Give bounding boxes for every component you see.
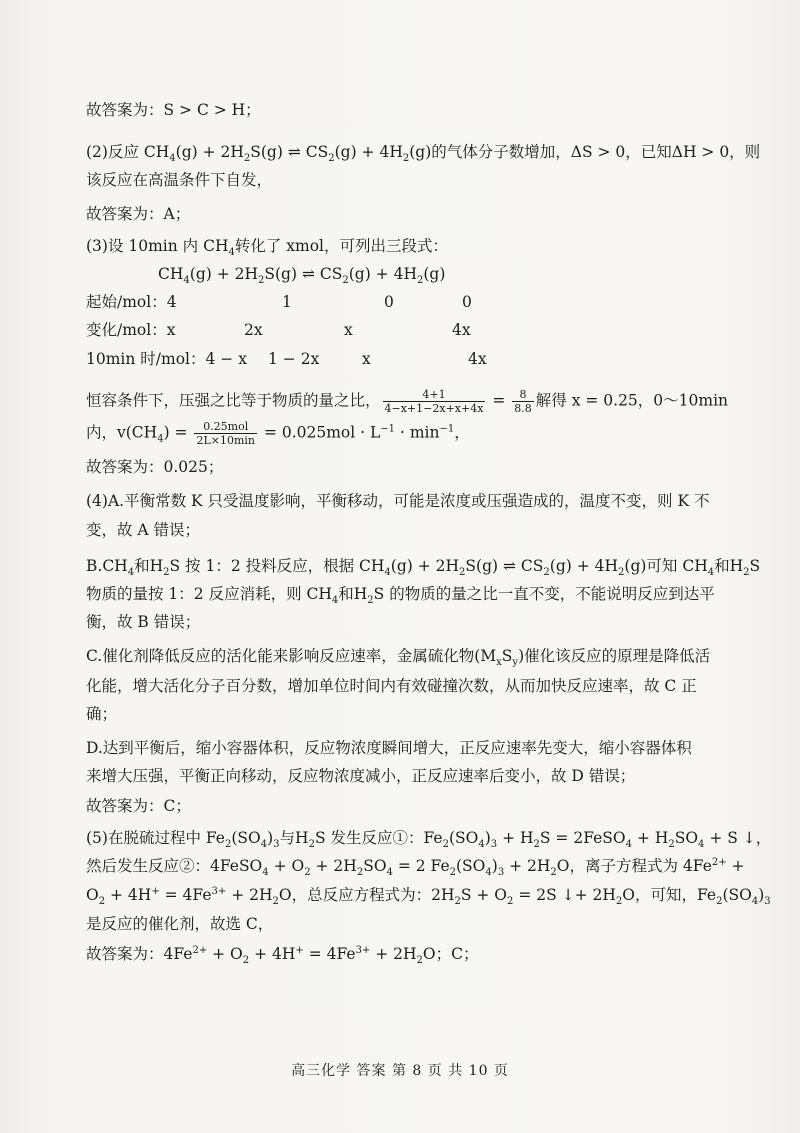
- answer-line: 确；: [86, 705, 118, 723]
- answer-line: 然后发生反应②：4FeSO$_4$ + $O_2 + 2H_2SO_4 = 2$ $Fe_2(SO_4)_3 + 2H_2O$，离子方程式为 $4Fe^{2+}$ +: [86, 856, 745, 879]
- answer-line: 故答案为：0.025；: [86, 458, 224, 476]
- answer-line: 故答案为：S > C > H；: [86, 101, 261, 119]
- answer-line: 故答案为：$4Fe^{2+} + O_2 + 4H^+ = 4Fe^{3+} + 2H_2O$；C；: [86, 944, 479, 967]
- answer-line: C.催化剂降低反应的活化能来影响反应速率，金属硫化物$(M_xS_y)$催化该反应的原理是降低活: [86, 647, 711, 669]
- answer-line: $B.CH_4$和$H_2S$ 按 1：2 投料反应，根据 $CH_4(g) + 2H_2S(g)$ ⇌ $CS_2(g) + 4H_2(g)$可知 $CH_4$和$H_2S$: [86, 557, 761, 579]
- answer-line: 故答案为：C；: [86, 797, 191, 815]
- answer-line: 故答案为：A；: [86, 205, 191, 223]
- answer-line: 内，$v(CH_4)$ = $\frac{\text{0.25mol}}{2L\times 10\min}$ = $0.025mol \cdot L^{-1} \cdot \min^{-1}$，: [86, 420, 470, 447]
- answer-line: (2)反应 $CH_4(g) + 2H_2S(g)$ ⇌ $CS_2(g) + 4H_2(g)$的气体分子数增加，ΔS > 0，已知ΔH > 0，则: [86, 143, 761, 165]
- answer-line: (4)A.平衡常数 K 只受温度影响，平衡移动，可能是浓度或压强造成的，温度不变，则 K 不: [86, 492, 710, 510]
- answer-line: (5)在脱硫过程中 $Fe_2(SO_4)_3$与$H_2S$ 发生反应①：$Fe_2(SO_4)_3 + H_2S$ = 2FeSO$_4$ + $H_2SO_4 + S$ ↓，: [86, 829, 772, 851]
- three-stage-row-final: 10min 时/mol：4 − x 1 − 2x x 4x: [86, 350, 487, 368]
- answer-line: (3)设 10min 内 $CH_4$转化了 xmol，可列出三段式：: [86, 237, 449, 259]
- equation-line: $CH_4(g) + 2H_2S(g)$ ⇌ $CS_2(g) + 4H_2(g)$: [158, 265, 446, 287]
- fraction: $\frac{8}{8.8}$: [514, 388, 532, 415]
- fraction: $\frac{4+1}{4-x+1-2x+x+4x}$: [384, 388, 484, 415]
- answer-line: 该反应在高温条件下自发，: [86, 171, 273, 189]
- three-stage-row-initial: 起始/mol：4 1 0 0: [86, 293, 472, 311]
- page-footer: 高三化学 答案 第 8 页 共 10 页: [291, 1063, 509, 1079]
- answer-line: 是反应的催化剂，故选 C，: [86, 915, 274, 933]
- answer-line: D.达到平衡后，缩小容器体积，反应物浓度瞬间增大，正反应速率先变大，缩小容器体积: [86, 739, 692, 757]
- answer-line: 恒容条件下，压强之比等于物质的量之比， $\frac{4+1}{4-x+1-2x+x+4x}$ = $\frac{8}{8.8}$ 解得 x = 0.25，0～10min: [86, 388, 729, 415]
- fraction: $\frac{\text{0.25mol}}{2L\times 10\min}$: [196, 420, 256, 447]
- answer-line: 来增大压强，平衡正向移动，反应物浓度减小，正反应速率后变小，故 D 错误；: [86, 767, 636, 785]
- answer-line: $O_2 + 4H^+ = 4Fe^{3+} + 2H_2O$，总反应方程式为：$2H_2S + O_2 = 2S$ ↓+ $2H_2O$，可知，$Fe_2(SO_4)_3$: [86, 885, 771, 908]
- three-stage-row-change: 变化/mol：x 2x x 4x: [86, 321, 471, 339]
- answer-line: 物质的量按 1：2 反应消耗，则 $CH_4$和$H_2S$ 的物质的量之比一直不变，不能说明反应到达平: [86, 585, 715, 607]
- answer-line: 化能，增大活化分子百分数，增加单位时间内有效碰撞次数，从而加快反应速率，故 C 正: [86, 677, 697, 695]
- answer-line: 衡，故 B 错误；: [86, 613, 201, 631]
- answer-line: 变，故 A 错误；: [86, 521, 201, 539]
